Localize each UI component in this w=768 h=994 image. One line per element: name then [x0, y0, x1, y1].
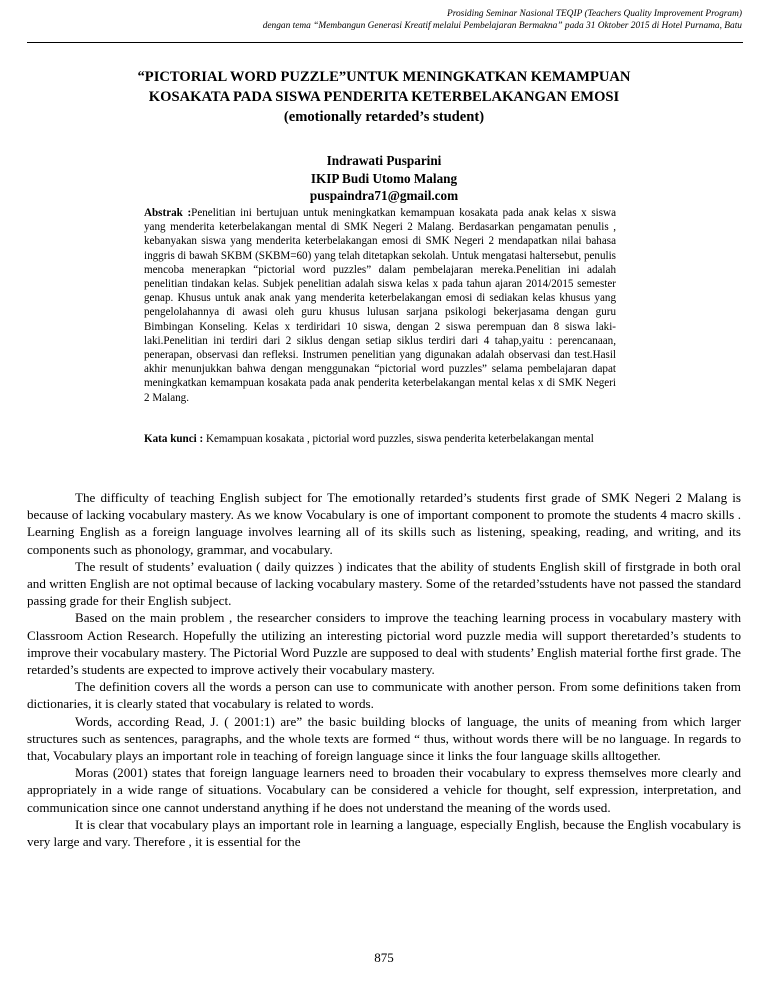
body-paragraph: The result of students’ evaluation ( daily quizzes ) indicates that the ability of students English skill of firstgrade in both oral and written English are not optimal because of lacking vocabulary mastery. Some of the retarded’sstudents have not passed the standard passing grade for their English subject. [27, 558, 741, 609]
header-rule [27, 42, 743, 43]
paper-title [60, 67, 708, 127]
abstract [144, 206, 616, 405]
author-affiliation: IKIP Budi Utomo Malang [310, 170, 458, 186]
body-paragraph: It is clear that vocabulary plays an important role in learning a language, especially English, because the English vocabulary is very large and vary. Therefore , it is essential for the [27, 816, 741, 850]
title-line-1: “PICTORIAL WORD PUZZLE”UNTUK MENINGKATKAN KEMAMPUAN [137, 69, 631, 85]
author-block [184, 152, 584, 205]
body-paragraph: Moras (2001) states that foreign language learners need to broaden their vocabulary to express themselves more clearly and appropriately in a wide range of situations. Vocabulary can be considered a vehicle for thought, self expression, interpretation, and communication since one cannot understand anything if he does not understand the meaning of the words used. [27, 765, 741, 815]
body-paragraph: The definition covers all the words a person can use to communicate with another person. From some definitions taken from dictionaries, it is clearly stated that vocabulary is related to words. [27, 679, 741, 712]
author-email: puspaindra71@gmail.com [309, 188, 459, 203]
body-paragraph: Based on the main problem , the researcher considers to improve the teaching learning process in vocabulary mastery with Classroom Action Research. Hopefully the utilizing an interesting pictorial word puzzle media will support theretarded’s students to improve their vocabulary mastery. The Pictorial Word Puzzle are supposed to deal with students’ English material forthe first grade. The retarded’s students are expected to improve actively their vocabulary mastery. [27, 610, 741, 678]
body-paragraph: Words, according Read, J. ( 2001:1) are” the basic building blocks of language, the units of meaning from which larger structures such as sentences, paragraphs, and the whole texts are formed “ thus, without words there will be no language. In regards to that, Vocabulary plays an important role in teaching of foreign language since it links the four language skills alltogether. [27, 713, 741, 764]
author-name: Indrawati Pusparini [326, 153, 442, 168]
running-head-line-2: dengan tema “Membangun Generasi Kreatif melalui Pembelajaran Bermakna” pada 31 Oktober 2015 di Hotel Purnama, Batu [262, 21, 742, 31]
keywords-text: Kemampuan kosakata , pictorial word puzzles, siswa penderita keterbelakangan mental [203, 433, 594, 445]
running-head [42, 8, 742, 32]
abstract-text: Penelitian ini bertujuan untuk meningkatkan kemampuan kosakata pada anak kelas x siswa yang menderita keterbelakangan mental di SMK Negeri 2 Malang. Berdasarkan pengamatan penulis , kebanyakan siswa yang menderita keterbelakangan emosi di SMK Negeri 2 mendapatkan nilai bahasa inggris di bawah SKBM (SKBM=60) yang telah ditetapkan sekolah. Untuk mengatasi haltersebut, penulis mencoba menerapkan “pictorial word puzzles” dalam pembelajaran mereka.Penelitian ini adalah penelitian tindakan kelas. Subjek penelitian adalah siswa kelas x pada tahun ajaran 2014/2015 semester genap. Khusus untuk anak anak yang menderita keterbelakangan emosi di sediakan kelas khusus yang pengelolahannya di awasi oleh guru khusus lulusan sarjana psikologi bekerjasama dengan guru Bimbingan Konseling. Kelas x terdiridari 10 siswa, dengan 2 siswa perempuan dan 8 siswa laki-laki.Penelitian ini terdiri dari 2 siklus dengan setiap siklus terdiri dari 4 tahap,yaitu : perencanaan, penerapan, observasi dan refleksi. Instrumen penelitian yang digunakan adalah observasi dan test.Hasil akhir menunjukkan bahwa dengan menggunakan “pictorial word puzzles” selama pembelajaran dapat meningkatkan kemampuan kosakata pada anak penderita keterbelakangan mental kelas x di SMK Negeri 2 Malang. [144, 207, 616, 404]
keywords-label: Kata kunci : [144, 433, 204, 445]
keywords [144, 432, 616, 446]
body-text [27, 489, 741, 850]
abstract-label: Abstrak : [144, 207, 192, 219]
title-line-2: KOSAKATA PADA SISWA PENDERITA KETERBELAKANGAN EMOSI [148, 89, 620, 105]
page-number: 875 [374, 950, 394, 965]
title-line-3: (emotionally retarded’s student) [283, 109, 485, 125]
running-head-line-1: Prosiding Seminar Nasional TEQIP (Teachers Quality Improvement Program) [446, 9, 742, 19]
body-paragraph: The difficulty of teaching English subject for The emotionally retarded’s students first grade of SMK Negeri 2 Malang is because of lacking vocabulary mastery. As we know Vocabulary is one of important component to promote the students 4 macro skills . Learning English as a foreign language involves learning all of its skills such as listening, speaking, reading, and writing, and its components such as phonology, grammar, and vocabulary. [27, 490, 741, 557]
